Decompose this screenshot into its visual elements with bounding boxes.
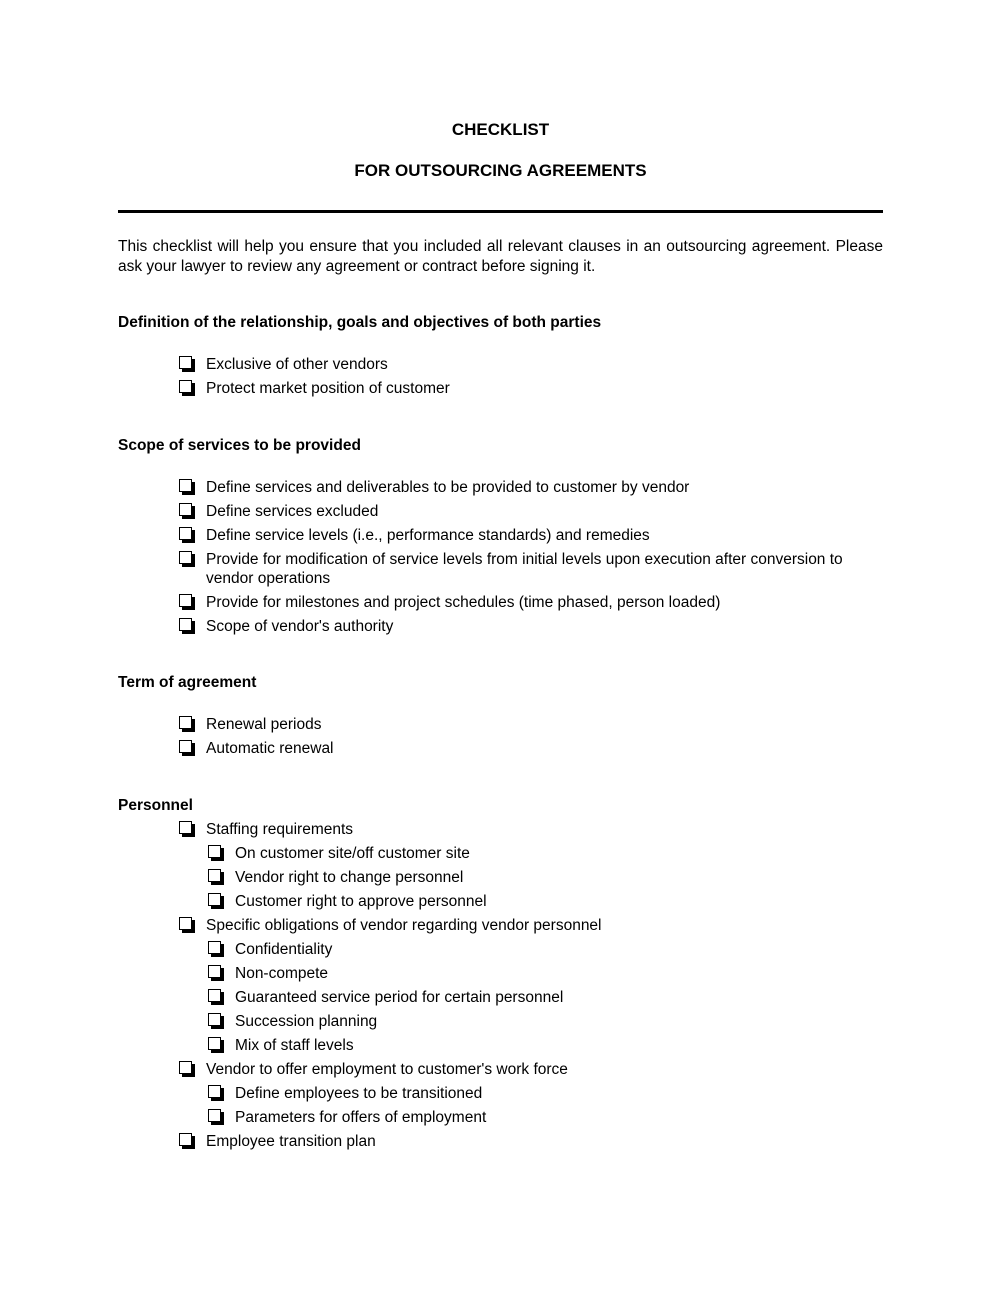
- checklist-item-label: Specific obligations of vendor regarding vendor personnel: [206, 917, 602, 934]
- section-personnel: [118, 796, 883, 1156]
- checklist-subitem[interactable]: [118, 1012, 883, 1031]
- checklist-item-label: Vendor to offer employment to customer's work force: [206, 1061, 568, 1078]
- checklist-item-label: Staffing requirements: [206, 821, 354, 838]
- checkbox-icon[interactable]: [208, 1013, 223, 1028]
- intro-paragraph: This checklist will help you ensure that you included all relevant clauses in an outsourcing agreement. Please ask your lawyer to review any agreement or contract before signing it.: [118, 238, 883, 275]
- section-term: [118, 673, 883, 763]
- checklist-item-label: Define services excluded: [206, 503, 379, 520]
- checklist-item[interactable]: [118, 550, 883, 588]
- checklist-item[interactable]: [118, 617, 883, 636]
- title-divider: [118, 210, 883, 213]
- checklist-item[interactable]: [118, 502, 883, 521]
- checklist-item-label: Non-compete: [235, 965, 329, 982]
- checklist: [118, 355, 883, 398]
- checklist-subitem[interactable]: [118, 844, 883, 863]
- section-title: Definition of the relationship, goals and objectives of both parties: [118, 314, 602, 331]
- checkbox-icon[interactable]: [179, 527, 194, 542]
- checklist-item-label: Scope of vendor's authority: [206, 618, 394, 635]
- checklist-item-label: Guaranteed service period for certain personnel: [235, 989, 564, 1006]
- checklist-item-label: Provide for milestones and project schedules (time phased, person loaded): [206, 594, 721, 611]
- checklist-item-label: Confidentiality: [235, 941, 333, 958]
- checklist-item-label: Customer right to approve personnel: [235, 893, 487, 910]
- checkbox-icon[interactable]: [179, 618, 194, 633]
- checklist-item[interactable]: [118, 593, 883, 612]
- checklist-item[interactable]: [118, 715, 883, 734]
- checklist-item[interactable]: [118, 1060, 883, 1079]
- checkbox-icon[interactable]: [179, 503, 194, 518]
- section-title: Scope of services to be provided: [118, 437, 361, 454]
- checklist-item-label: Define employees to be transitioned: [235, 1085, 483, 1102]
- checklist-item-label: Succession planning: [235, 1013, 378, 1030]
- checkbox-icon[interactable]: [179, 1133, 194, 1148]
- checklist-item-label: Vendor right to change personnel: [235, 869, 464, 886]
- checkbox-icon[interactable]: [208, 869, 223, 884]
- checkbox-icon[interactable]: [179, 917, 194, 932]
- checklist-item-label: Automatic renewal: [206, 740, 334, 757]
- checkbox-icon[interactable]: [208, 941, 223, 956]
- checklist-item-label: Mix of staff levels: [235, 1037, 354, 1054]
- section-title: Personnel: [118, 797, 193, 814]
- checkbox-icon[interactable]: [179, 594, 194, 609]
- checklist-subitem[interactable]: [118, 1108, 883, 1127]
- checklist-item-label: Exclusive of other vendors: [206, 356, 388, 373]
- section-title: Term of agreement: [118, 674, 257, 691]
- checkbox-icon[interactable]: [179, 551, 194, 566]
- checklist-item-label: Define service levels (i.e., performance standards) and remedies: [206, 527, 650, 544]
- checklist-item[interactable]: [118, 379, 883, 398]
- checklist-item[interactable]: [118, 526, 883, 545]
- checkbox-icon[interactable]: [208, 1085, 223, 1100]
- checklist-item-label: On customer site/off customer site: [235, 845, 470, 862]
- checklist-item[interactable]: [118, 916, 883, 935]
- checklist-subitem[interactable]: [118, 988, 883, 1007]
- checklist-subitem[interactable]: [118, 940, 883, 959]
- checklist-subitem[interactable]: [118, 964, 883, 983]
- document-title: CHECKLIST: [451, 120, 550, 139]
- checklist-subitem[interactable]: [118, 1084, 883, 1103]
- checkbox-icon[interactable]: [208, 845, 223, 860]
- checkbox-icon[interactable]: [179, 380, 194, 395]
- checkbox-icon[interactable]: [208, 893, 223, 908]
- checkbox-icon[interactable]: [179, 479, 194, 494]
- section-scope: [118, 436, 883, 641]
- checklist-item-label: Protect market position of customer: [206, 380, 450, 397]
- checklist-subitem[interactable]: [118, 892, 883, 911]
- checklist-subitem[interactable]: [118, 868, 883, 887]
- checkbox-icon[interactable]: [208, 1037, 223, 1052]
- checklist-item[interactable]: [118, 355, 883, 374]
- checklist-item-label: Define services and deliverables to be provided to customer by vendor: [206, 479, 690, 496]
- checklist-item-label: Employee transition plan: [206, 1133, 376, 1150]
- checklist-subitem[interactable]: [118, 1036, 883, 1055]
- checklist: [118, 820, 883, 1151]
- checklist: [118, 478, 883, 636]
- checklist-item-label: Parameters for offers of employment: [235, 1109, 487, 1126]
- checkbox-icon[interactable]: [179, 1061, 194, 1076]
- document-subtitle: FOR OUTSOURCING AGREEMENTS: [354, 161, 647, 180]
- checklist-item[interactable]: [118, 1132, 883, 1151]
- checkbox-icon[interactable]: [208, 965, 223, 980]
- checklist-item-label: Renewal periods: [206, 716, 322, 733]
- checklist-item-label: Provide for modification of service levels from initial levels upon execution after conversion to vendor operations: [206, 551, 843, 587]
- checkbox-icon[interactable]: [179, 740, 194, 755]
- checkbox-icon[interactable]: [208, 989, 223, 1004]
- checkbox-icon[interactable]: [179, 716, 194, 731]
- checklist-item[interactable]: [118, 478, 883, 497]
- checkbox-icon[interactable]: [179, 356, 194, 371]
- checkbox-icon[interactable]: [179, 821, 194, 836]
- checklist-item[interactable]: [118, 820, 883, 839]
- checklist: [118, 715, 883, 758]
- checklist-item[interactable]: [118, 739, 883, 758]
- section-relationship: [118, 313, 883, 403]
- checkbox-icon[interactable]: [208, 1109, 223, 1124]
